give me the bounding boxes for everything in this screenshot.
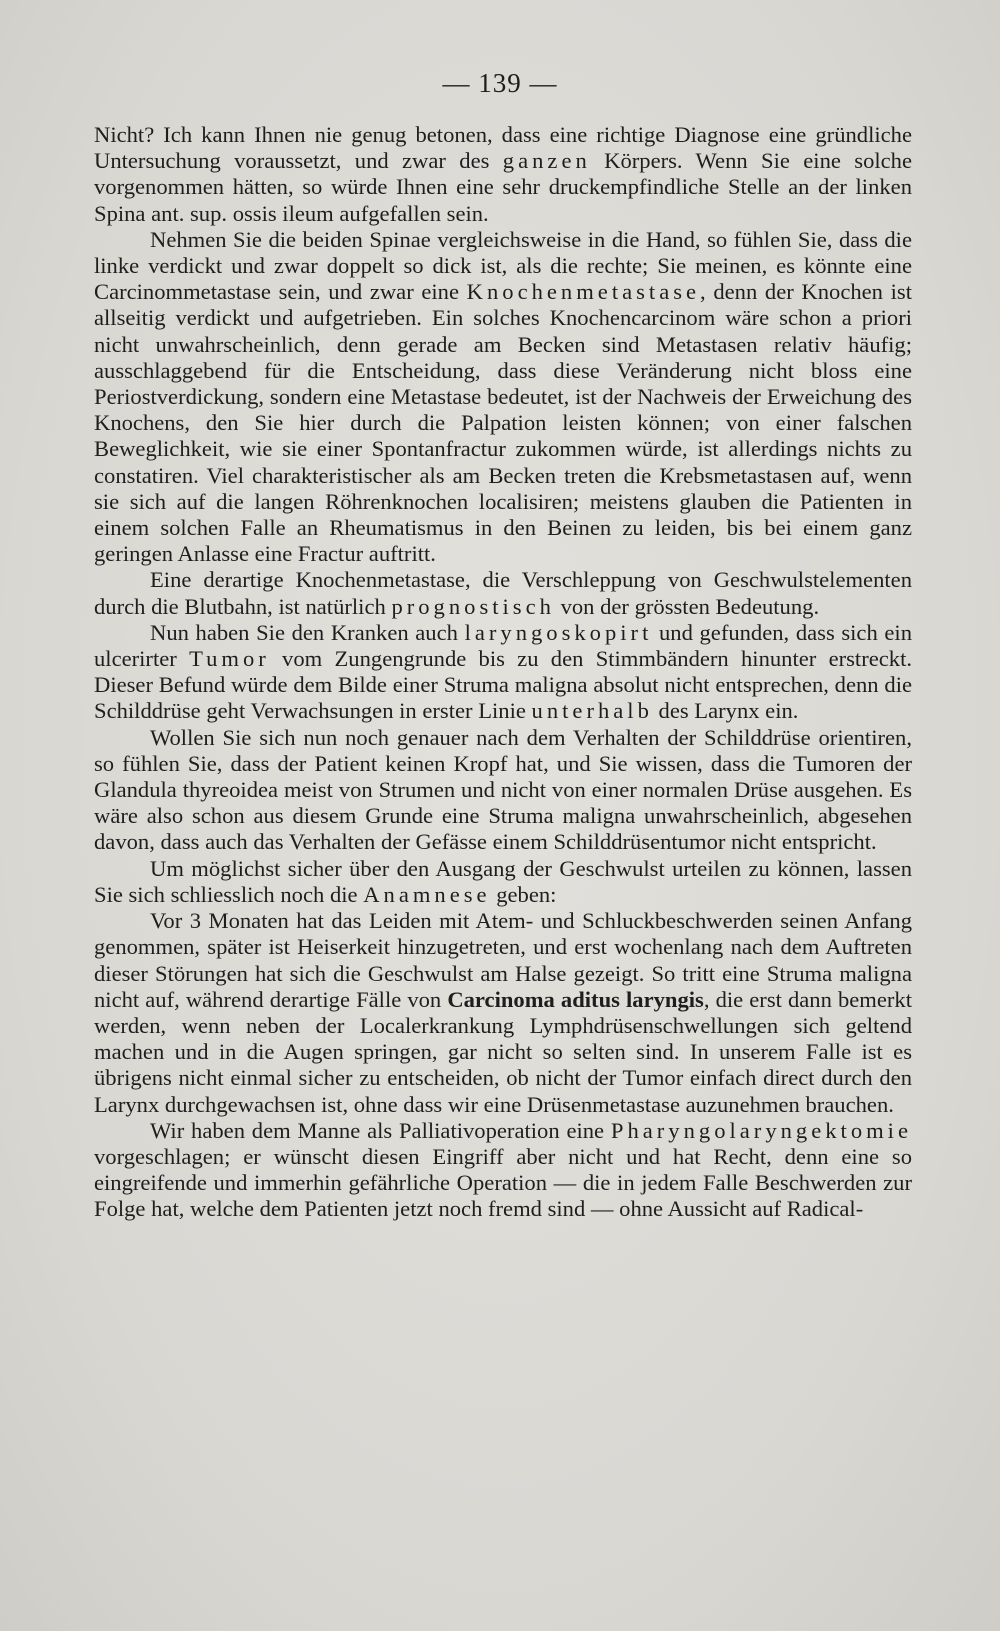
spaced-emphasis: Anamnese [363, 881, 491, 907]
text-run: des Larynx ein. [652, 698, 799, 724]
text-run: Um möglichst sicher über den Ausgang der Geschwulst urteilen zu können, lassen Sie sich schliesslich noch die [94, 855, 912, 907]
text-run: Vor 3 Monaten hat das Leiden mit Atem- und Schluckbeschwerden seinen Anfang genommen, später ist Heiserkeit hinzugetreten, und erst wochenlang nach dem Auftreten dieser Störungen hat sich die Geschwulst am Halse gezeigt. So tritt eine Struma maligna nicht auf, während derartige Fälle von [94, 908, 912, 1012]
paragraph [94, 227, 912, 568]
text-run: Wir haben dem Manne als Palliativoperation eine [150, 1117, 611, 1143]
page-text-body [94, 122, 912, 1223]
text-run: Nehmen Sie die beiden Spinae vergleichsweise in die Hand, so fühlen Sie, dass die linke verdickt und zwar doppelt so dick ist, als die rechte; Sie meinen, es könnte eine Carcinommetastase sein, und zwar eine [94, 226, 912, 305]
paragraph [94, 908, 912, 1118]
text-run: Wollen Sie sich nun noch genauer nach dem Verhalten der Schilddrüse orientiren, so fühlen Sie, dass der Patient keinen Kropf hat, und Sie wissen, dass die Tumoren der Glandula thyreoidea meist von Strumen und nicht von einer normalen Drüse ausgehen. Es wäre also schon aus diesem Grunde eine Struma maligna unwahrscheinlich, abgesehen davon, dass auch das Verhalten der Gefässe einem Schilddrüsentumor nicht entspricht. [94, 724, 912, 855]
text-run: Körpers. Wenn Sie eine solche vorgenommen hätten, so würde Ihnen eine sehr druckempfindliche Stelle an der linken Spina ant. sup. ossis ileum aufgefallen sein. [94, 148, 913, 226]
text-run: geben: [490, 881, 557, 907]
spaced-emphasis: Pharyngolaryngektomie [610, 1117, 912, 1143]
paragraph [94, 725, 912, 856]
paragraph [94, 620, 912, 725]
text-run: Nun haben Sie den Kranken auch [150, 619, 465, 645]
spaced-emphasis: unterhalb [531, 698, 653, 724]
bold-emphasis: Carcinoma aditus laryngis [447, 986, 704, 1012]
text-run: , denn der Knochen ist allseitig verdickt und aufgetrieben. Ein solches Knochencarcinom wäre schon a priori nicht unwahrscheinlich, denn gerade am Becken sind Metastasen relativ häufig; ausschlaggebend für die Entscheidung, dass diese Veränderung nicht bloss eine Periostverdickung, sondern eine Metastase bedeutet, ist der Nachweis der Erweichung des Knochens, den Sie hier durch die Palpation leisten können; von einer falschen Beweglichkeit, wie sie einer Spontanfractur zukommen würde, ist allerdings nichts zu constatiren. Viel charakteristischer als am Becken treten die Krebsmetastasen auf, wenn sie sich auf die langen Röhrenknochen localisiren; meistens glauben die Patienten in einem solchen Falle an Rheumatismus in den Beinen zu leiden, bis bei einem ganz geringen Anlasse eine Fractur auftritt. [94, 279, 912, 567]
paragraph [94, 856, 912, 908]
spaced-emphasis: ganzen [502, 148, 591, 174]
text-run: , die erst dann bemerkt werden, wenn neben der Localerkrankung Lymphdrüsenschwellungen sich geltend machen und in die Augen springen, gar nicht so selten sind. In unserem Falle ist es übrigens nicht einmal sicher zu entscheiden, ob nicht der Tumor einfach direct durch den Larynx durchgewachsen ist, ohne dass wir eine Drüsenmetastase auzunehmen brauchen. [94, 986, 913, 1117]
spaced-emphasis: prognostisch [391, 593, 555, 619]
text-run: vom Zungengrunde bis zu den Stimmbändern hinunter erstreckt. Dieser Befund würde dem Bilde einer Struma maligna absolut nicht entsprechen, denn die Schilddrüse geht Verwachsungen in erster Linie [94, 646, 913, 724]
spaced-emphasis: Knochenmetastase [466, 279, 701, 305]
paragraph [94, 567, 912, 619]
spaced-emphasis: laryngoskopirt [464, 619, 653, 645]
paragraph [94, 122, 912, 227]
spaced-emphasis: Tumor [189, 646, 270, 672]
text-run: Eine derartige Knochenmetastase, die Verschleppung von Geschwulstelementen durch die Blutbahn, ist natürlich [94, 567, 912, 619]
text-run: Nicht? Ich kann Ihnen nie genug betonen, dass eine richtige Diagnose eine gründliche Untersuchung voraussetzt, und zwar des [94, 122, 912, 174]
text-run: vorgeschlagen; er wünscht diesen Eingriff aber nicht und hat Recht, denn eine so eingreifende und immerhin gefährliche Operation — die in jedem Falle Beschwerden zur Folge hat, welche dem Patienten jetzt noch fremd sind — ohne Aussicht auf Radical- [94, 1143, 912, 1222]
text-run: von der grössten Bedeutung. [554, 593, 820, 619]
text-run: und gefunden, dass sich ein ulcerirter [94, 619, 912, 672]
page-number: — 139 — [442, 68, 558, 98]
paragraph [94, 1118, 912, 1223]
